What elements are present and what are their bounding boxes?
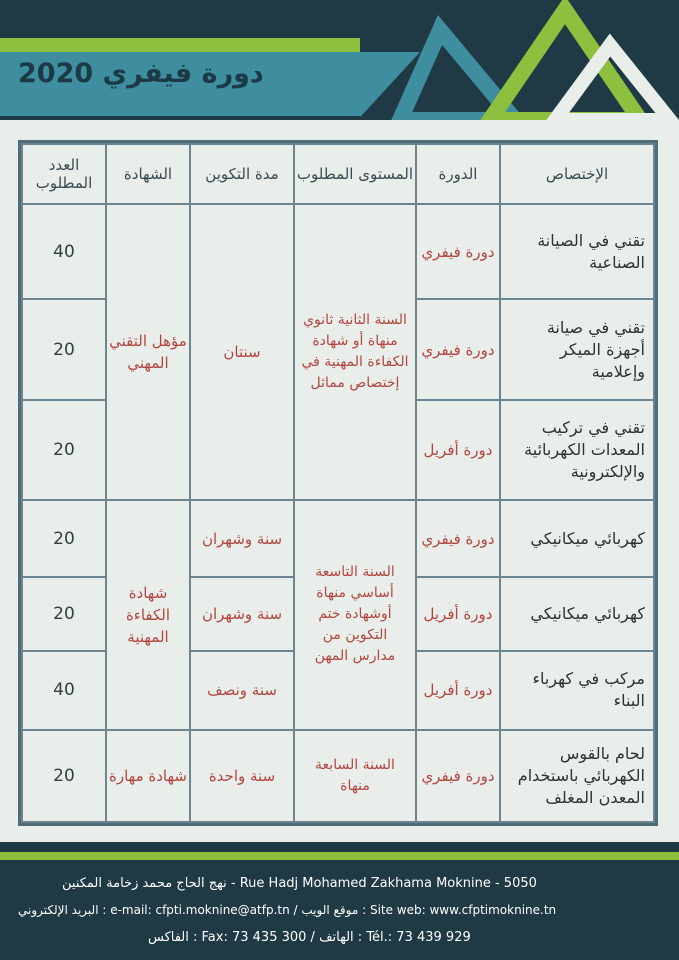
count-cell: 20 bbox=[22, 400, 106, 500]
count-cell: 20 bbox=[22, 730, 106, 822]
cycle-cell: دورة فيفري bbox=[416, 204, 500, 299]
certificate-cell: مؤهل التقني المهني bbox=[106, 204, 190, 500]
table-row bbox=[22, 730, 654, 822]
header-cycle: الدورة bbox=[416, 144, 500, 204]
footer-address: نهج الحاج محمد زخامة المكنين - Rue Hadj Mohamed Zakhama Moknine - 5050 bbox=[62, 876, 537, 891]
footer-green-stripe bbox=[0, 852, 679, 860]
cycle-cell: دورة فيفري bbox=[416, 500, 500, 576]
cycle-cell: دورة فيفري bbox=[416, 299, 500, 399]
cycle-cell: دورة أفريل bbox=[416, 400, 500, 500]
header-level: المستوى المطلوب bbox=[294, 144, 416, 204]
header-duration: مدة التكوين bbox=[190, 144, 294, 204]
level-cell: السنة الثانية ثانوي منهاة أو شهادة الكفاءة المهنية في إختصاص مماثل bbox=[294, 204, 416, 500]
specialty-cell: كهربائي ميكانيكي bbox=[500, 577, 654, 651]
duration-cell: سنتان bbox=[190, 204, 294, 500]
training-table bbox=[18, 140, 658, 826]
specialty-cell: لحام بالقوس الكهربائي باستخدام المعدن المغلف bbox=[500, 730, 654, 822]
cycle-cell: دورة أفريل bbox=[416, 577, 500, 651]
certificate-cell: شهادة الكفاءة المهنية bbox=[106, 500, 190, 729]
specialty-cell: كهربائي ميكانيكي bbox=[500, 500, 654, 576]
specialty-cell: تقني في صيانة أجهزة الميكر وإعلامية bbox=[500, 299, 654, 399]
level-cell: السنة السابعة منهاة bbox=[294, 730, 416, 822]
header-specialty: الإختصاص bbox=[500, 144, 654, 204]
count-cell: 20 bbox=[22, 500, 106, 576]
level-cell: السنة التاسعة أساسي منهاة أوشهادة ختم التكوين من مدارس المهن bbox=[294, 500, 416, 729]
specialty-cell: تقني في الصيانة الصناعية bbox=[500, 204, 654, 299]
footer-contacts: البريد الإلكتروني : e-mail: cfpti.moknine@atfp.tn / موقع الويب : Site web: www.cfptimoknine.tn bbox=[18, 903, 557, 917]
table-header-row bbox=[22, 144, 654, 204]
table-row bbox=[22, 500, 654, 576]
count-cell: 20 bbox=[22, 299, 106, 399]
count-cell: 40 bbox=[22, 651, 106, 729]
duration-cell: سنة واحدة bbox=[190, 730, 294, 822]
count-cell: 40 bbox=[22, 204, 106, 299]
header-count: العدد المطلوب bbox=[22, 144, 106, 204]
cycle-cell: دورة فيفري bbox=[416, 730, 500, 822]
page-title: دورة فيفري 2020 bbox=[18, 58, 264, 89]
duration-cell: سنة وشهران bbox=[190, 577, 294, 651]
specialty-cell: تقني في تركيب المعدات الكهربائية والإلكترونية bbox=[500, 400, 654, 500]
certificate-cell: شهادة مهارة bbox=[106, 730, 190, 822]
specialty-cell: مركب في كهرباء البناء bbox=[500, 651, 654, 729]
duration-cell: سنة ونصف bbox=[190, 651, 294, 729]
table-row bbox=[22, 204, 654, 299]
cycle-cell: دورة أفريل bbox=[416, 651, 500, 729]
duration-cell: سنة وشهران bbox=[190, 500, 294, 576]
count-cell: 20 bbox=[22, 577, 106, 651]
footer-phones: الفاكس : Fax: 73 435 300 / الهاتف : Tél.: 73 439 929 bbox=[148, 930, 471, 945]
header-green-stripe bbox=[0, 38, 360, 52]
header-certificate: الشهادة bbox=[106, 144, 190, 204]
